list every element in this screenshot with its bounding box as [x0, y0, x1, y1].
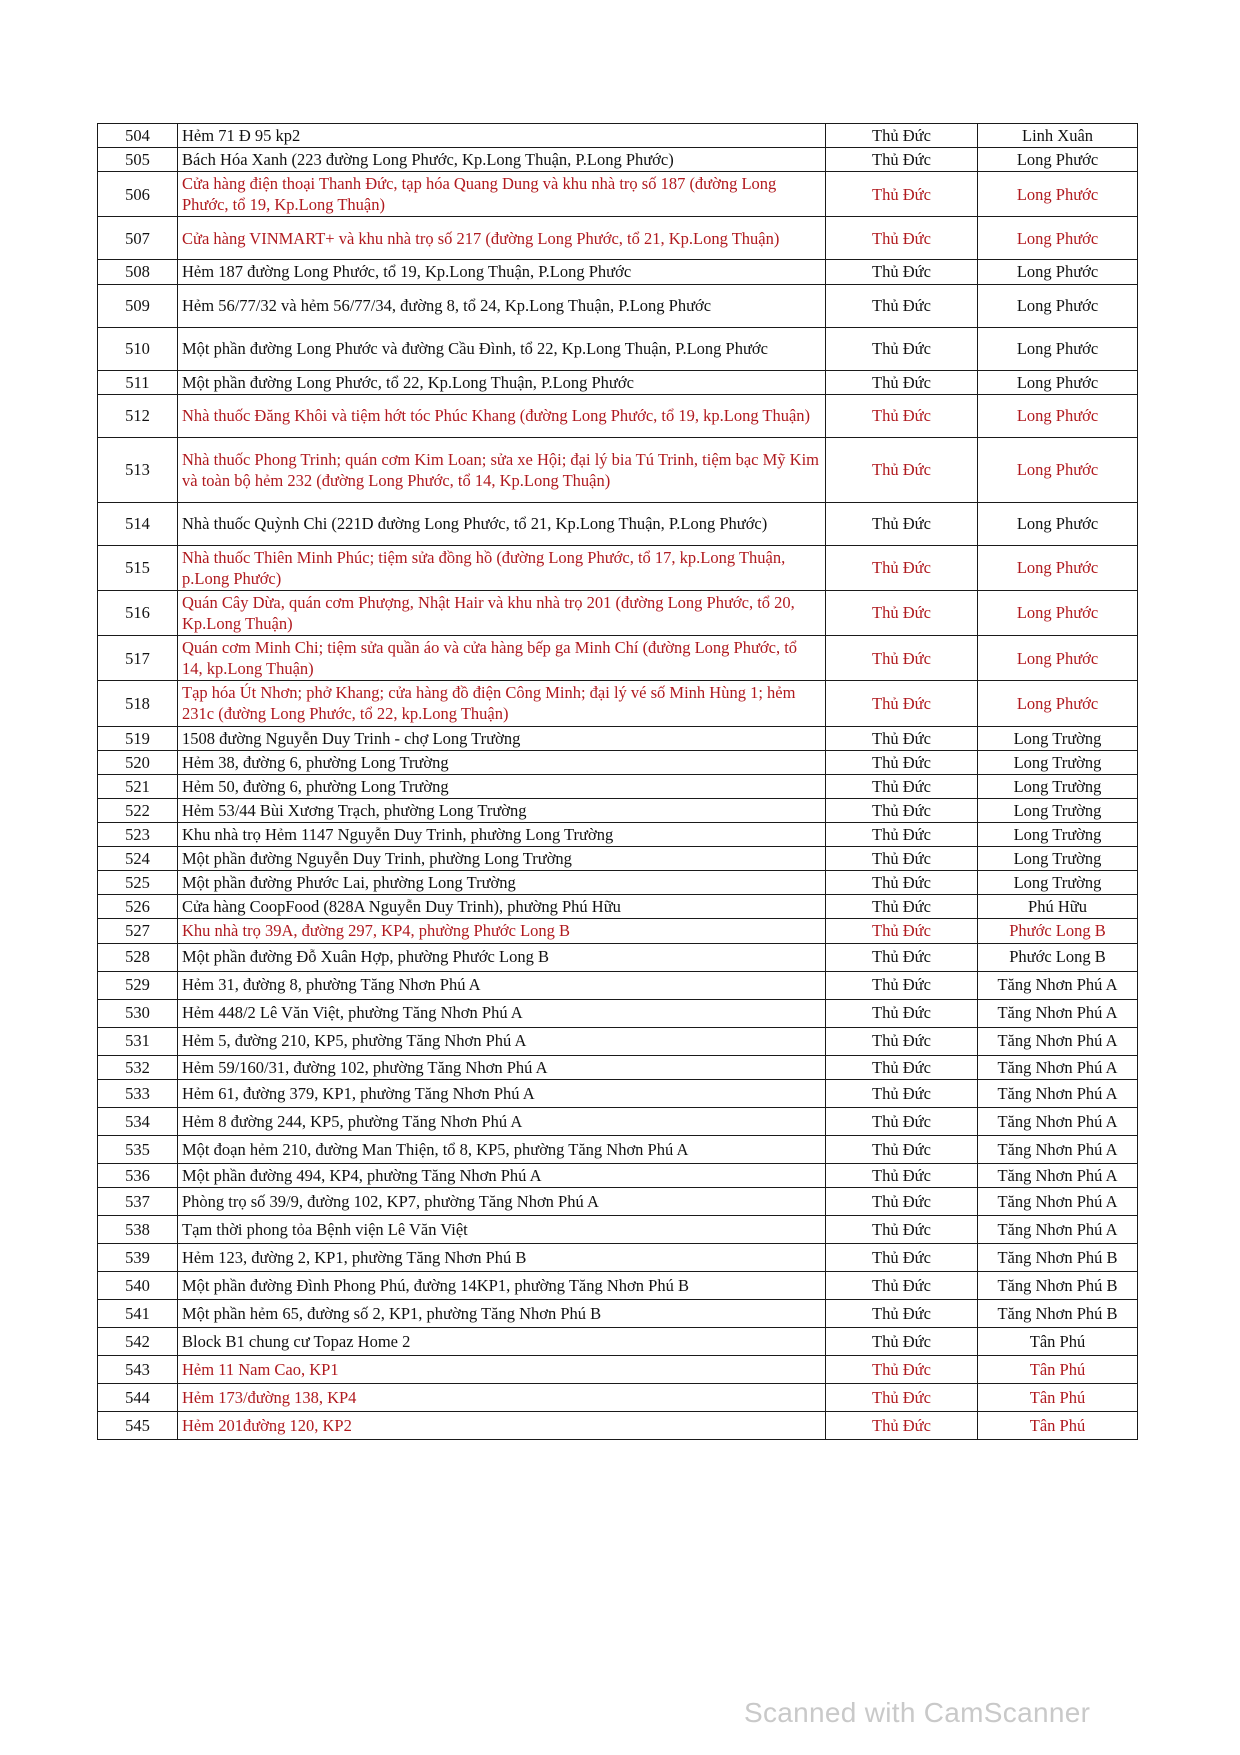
table-row [98, 502, 1138, 545]
row-number-cell: 508 [98, 260, 178, 284]
table-row [98, 1383, 1138, 1411]
table-row [98, 847, 1138, 871]
ward-cell: Long Phước [978, 148, 1138, 172]
table-row [98, 217, 1138, 260]
row-number-cell: 515 [98, 545, 178, 590]
location-cell: Nhà thuốc Phong Trinh; quán cơm Kim Loan; sửa xe Hội; đại lý bia Tú Trinh, tiệm bạc Mỹ Kim và toàn bộ hẻm 232 (đường Long Phước, tổ 14, Kp.Long Thuận) [178, 437, 826, 502]
table-row [98, 394, 1138, 437]
location-cell: Bách Hóa Xanh (223 đường Long Phước, Kp.Long Thuận, P.Long Phước) [178, 148, 826, 172]
district-cell: Thủ Đức [826, 1027, 978, 1055]
location-cell: Một phần đường Phước Lai, phường Long Trường [178, 871, 826, 895]
location-cell: Khu nhà trọ Hẻm 1147 Nguyễn Duy Trinh, phường Long Trường [178, 822, 826, 846]
ward-cell: Tăng Nhơn Phú A [978, 1163, 1138, 1187]
table-row [98, 774, 1138, 798]
row-number-cell: 511 [98, 370, 178, 394]
row-number-cell: 518 [98, 681, 178, 726]
table-row [98, 943, 1138, 971]
table-row [98, 1243, 1138, 1271]
row-number-cell: 512 [98, 394, 178, 437]
location-cell: Tạp hóa Út Nhơn; phở Khang; cửa hàng đồ điện Công Minh; đại lý vé số Minh Hùng 1; hẻm 231c (đường Long Phước, tổ 22, kp.Long Thuận) [178, 681, 826, 726]
row-number-cell: 541 [98, 1299, 178, 1327]
ward-cell: Tăng Nhơn Phú A [978, 1135, 1138, 1163]
ward-cell: Long Phước [978, 681, 1138, 726]
row-number-cell: 530 [98, 999, 178, 1027]
ward-cell: Tân Phú [978, 1355, 1138, 1383]
district-cell: Thủ Đức [826, 750, 978, 774]
location-cell: Tạm thời phong tỏa Bệnh viện Lê Văn Việt [178, 1215, 826, 1243]
location-cell: Hẻm 31, đường 8, phường Tăng Nhơn Phú A [178, 971, 826, 999]
district-cell: Thủ Đức [826, 847, 978, 871]
locations-table-body [98, 124, 1138, 1440]
table-row [98, 1355, 1138, 1383]
table-row [98, 636, 1138, 681]
ward-cell: Long Phước [978, 394, 1138, 437]
location-cell: Hẻm 38, đường 6, phường Long Trường [178, 750, 826, 774]
row-number-cell: 538 [98, 1215, 178, 1243]
ward-cell: Long Phước [978, 172, 1138, 217]
ward-cell: Tân Phú [978, 1383, 1138, 1411]
row-number-cell: 536 [98, 1163, 178, 1187]
row-number-cell: 542 [98, 1327, 178, 1355]
location-cell: Hẻm 173/đường 138, KP4 [178, 1383, 826, 1411]
district-cell: Thủ Đức [826, 124, 978, 148]
table-row [98, 798, 1138, 822]
row-number-cell: 526 [98, 895, 178, 919]
location-cell: Nhà thuốc Quỳnh Chi (221D đường Long Phước, tổ 21, Kp.Long Thuận, P.Long Phước) [178, 502, 826, 545]
location-cell: Block B1 chung cư Topaz Home 2 [178, 1327, 826, 1355]
table-row [98, 590, 1138, 635]
table-row [98, 971, 1138, 999]
row-number-cell: 522 [98, 798, 178, 822]
row-number-cell: 514 [98, 502, 178, 545]
table-row [98, 895, 1138, 919]
location-cell: Hẻm 11 Nam Cao, KP1 [178, 1355, 826, 1383]
ward-cell: Phước Long B [978, 943, 1138, 971]
row-number-cell: 509 [98, 284, 178, 327]
table-row [98, 750, 1138, 774]
ward-cell: Long Phước [978, 636, 1138, 681]
location-cell: Một phần đường 494, KP4, phường Tăng Nhơn Phú A [178, 1163, 826, 1187]
location-cell: Quán Cây Dừa, quán cơm Phượng, Nhật Hair và khu nhà trọ 201 (đường Long Phước, tổ 20, Kp.Long Thuận) [178, 590, 826, 635]
district-cell: Thủ Đức [826, 1163, 978, 1187]
location-cell: Nhà thuốc Đăng Khôi và tiệm hớt tóc Phúc Khang (đường Long Phước, tổ 19, kp.Long Thuận) [178, 394, 826, 437]
ward-cell: Tăng Nhơn Phú A [978, 1027, 1138, 1055]
table-row [98, 1055, 1138, 1079]
table-row [98, 681, 1138, 726]
district-cell: Thủ Đức [826, 798, 978, 822]
row-number-cell: 529 [98, 971, 178, 999]
ward-cell: Long Phước [978, 327, 1138, 370]
ward-cell: Long Phước [978, 590, 1138, 635]
ward-cell: Long Phước [978, 502, 1138, 545]
district-cell: Thủ Đức [826, 1107, 978, 1135]
location-cell: Một phần đường Long Phước, tổ 22, Kp.Long Thuận, P.Long Phước [178, 370, 826, 394]
ward-cell: Long Trường [978, 847, 1138, 871]
district-cell: Thủ Đức [826, 1271, 978, 1299]
row-number-cell: 505 [98, 148, 178, 172]
district-cell: Thủ Đức [826, 943, 978, 971]
district-cell: Thủ Đức [826, 172, 978, 217]
district-cell: Thủ Đức [826, 919, 978, 943]
row-number-cell: 528 [98, 943, 178, 971]
table-row [98, 1327, 1138, 1355]
ward-cell: Tăng Nhơn Phú A [978, 999, 1138, 1027]
location-cell: Hẻm 123, đường 2, KP1, phường Tăng Nhơn Phú B [178, 1243, 826, 1271]
table-row [98, 1135, 1138, 1163]
location-cell: Hẻm 71 Đ 95 kp2 [178, 124, 826, 148]
ward-cell: Linh Xuân [978, 124, 1138, 148]
district-cell: Thủ Đức [826, 1383, 978, 1411]
table-row [98, 327, 1138, 370]
district-cell: Thủ Đức [826, 370, 978, 394]
row-number-cell: 513 [98, 437, 178, 502]
district-cell: Thủ Đức [826, 895, 978, 919]
row-number-cell: 540 [98, 1271, 178, 1299]
row-number-cell: 527 [98, 919, 178, 943]
ward-cell: Phước Long B [978, 919, 1138, 943]
ward-cell: Tăng Nhơn Phú B [978, 1299, 1138, 1327]
district-cell: Thủ Đức [826, 1243, 978, 1271]
location-cell: Nhà thuốc Thiên Minh Phúc; tiệm sửa đồng hồ (đường Long Phước, tổ 17, kp.Long Thuận, p.Long Phước) [178, 545, 826, 590]
table-row [98, 726, 1138, 750]
ward-cell: Long Phước [978, 370, 1138, 394]
district-cell: Thủ Đức [826, 394, 978, 437]
district-cell: Thủ Đức [826, 774, 978, 798]
camscanner-watermark: Scanned with CamScanner [744, 1697, 1091, 1728]
row-number-cell: 517 [98, 636, 178, 681]
district-cell: Thủ Đức [826, 999, 978, 1027]
row-number-cell: 523 [98, 822, 178, 846]
location-cell: Cửa hàng CoopFood (828A Nguyễn Duy Trinh), phường Phú Hữu [178, 895, 826, 919]
table-row [98, 1187, 1138, 1215]
location-cell: 1508 đường Nguyễn Duy Trinh - chợ Long Trường [178, 726, 826, 750]
district-cell: Thủ Đức [826, 871, 978, 895]
row-number-cell: 544 [98, 1383, 178, 1411]
table-row [98, 822, 1138, 846]
district-cell: Thủ Đức [826, 437, 978, 502]
district-cell: Thủ Đức [826, 971, 978, 999]
location-cell: Hẻm 448/2 Lê Văn Việt, phường Tăng Nhơn Phú A [178, 999, 826, 1027]
table-row [98, 1027, 1138, 1055]
row-number-cell: 534 [98, 1107, 178, 1135]
row-number-cell: 520 [98, 750, 178, 774]
location-cell: Một phần đường Đỗ Xuân Hợp, phường Phước Long B [178, 943, 826, 971]
district-cell: Thủ Đức [826, 1079, 978, 1107]
ward-cell: Tăng Nhơn Phú A [978, 1107, 1138, 1135]
location-cell: Hẻm 53/44 Bùi Xương Trạch, phường Long Trường [178, 798, 826, 822]
location-cell: Hẻm 8 đường 244, KP5, phường Tăng Nhơn Phú A [178, 1107, 826, 1135]
location-cell: Một phần đường Nguyễn Duy Trinh, phường Long Trường [178, 847, 826, 871]
location-cell: Hẻm 50, đường 6, phường Long Trường [178, 774, 826, 798]
table-row [98, 260, 1138, 284]
ward-cell: Tăng Nhơn Phú A [978, 1055, 1138, 1079]
row-number-cell: 535 [98, 1135, 178, 1163]
ward-cell: Tân Phú [978, 1411, 1138, 1439]
district-cell: Thủ Đức [826, 822, 978, 846]
ward-cell: Long Phước [978, 260, 1138, 284]
location-cell: Hẻm 59/160/31, đường 102, phường Tăng Nhơn Phú A [178, 1055, 826, 1079]
ward-cell: Long Trường [978, 774, 1138, 798]
district-cell: Thủ Đức [826, 1355, 978, 1383]
district-cell: Thủ Đức [826, 260, 978, 284]
locations-table [97, 123, 1138, 1440]
district-cell: Thủ Đức [826, 1055, 978, 1079]
ward-cell: Long Trường [978, 798, 1138, 822]
ward-cell: Long Phước [978, 217, 1138, 260]
district-cell: Thủ Đức [826, 545, 978, 590]
table-row [98, 148, 1138, 172]
row-number-cell: 519 [98, 726, 178, 750]
ward-cell: Tăng Nhơn Phú B [978, 1243, 1138, 1271]
row-number-cell: 510 [98, 327, 178, 370]
row-number-cell: 537 [98, 1187, 178, 1215]
district-cell: Thủ Đức [826, 327, 978, 370]
table-row [98, 124, 1138, 148]
location-cell: Cửa hàng VINMART+ và khu nhà trọ số 217 (đường Long Phước, tổ 21, Kp.Long Thuận) [178, 217, 826, 260]
location-cell: Hẻm 201đường 120, KP2 [178, 1411, 826, 1439]
district-cell: Thủ Đức [826, 1299, 978, 1327]
district-cell: Thủ Đức [826, 1215, 978, 1243]
ward-cell: Tân Phú [978, 1327, 1138, 1355]
ward-cell: Long Trường [978, 726, 1138, 750]
district-cell: Thủ Đức [826, 726, 978, 750]
location-cell: Một phần đường Đình Phong Phú, đường 14KP1, phường Tăng Nhơn Phú B [178, 1271, 826, 1299]
ward-cell: Long Phước [978, 284, 1138, 327]
ward-cell: Tăng Nhơn Phú B [978, 1271, 1138, 1299]
ward-cell: Long Trường [978, 750, 1138, 774]
location-cell: Cửa hàng điện thoại Thanh Đức, tạp hóa Quang Dung và khu nhà trọ số 187 (đường Long Phước, tổ 19, Kp.Long Thuận) [178, 172, 826, 217]
row-number-cell: 506 [98, 172, 178, 217]
table-row [98, 545, 1138, 590]
ward-cell: Tăng Nhơn Phú A [978, 1187, 1138, 1215]
location-cell: Phòng trọ số 39/9, đường 102, KP7, phường Tăng Nhơn Phú A [178, 1187, 826, 1215]
location-cell: Một phần hẻm 65, đường số 2, KP1, phường Tăng Nhơn Phú B [178, 1299, 826, 1327]
ward-cell: Long Phước [978, 437, 1138, 502]
row-number-cell: 521 [98, 774, 178, 798]
row-number-cell: 504 [98, 124, 178, 148]
table-row [98, 370, 1138, 394]
district-cell: Thủ Đức [826, 1187, 978, 1215]
location-cell: Hẻm 61, đường 379, KP1, phường Tăng Nhơn Phú A [178, 1079, 826, 1107]
district-cell: Thủ Đức [826, 681, 978, 726]
ward-cell: Tăng Nhơn Phú A [978, 1215, 1138, 1243]
district-cell: Thủ Đức [826, 1327, 978, 1355]
row-number-cell: 524 [98, 847, 178, 871]
table-row [98, 1299, 1138, 1327]
ward-cell: Long Trường [978, 822, 1138, 846]
location-cell: Hẻm 5, đường 210, KP5, phường Tăng Nhơn Phú A [178, 1027, 826, 1055]
district-cell: Thủ Đức [826, 1135, 978, 1163]
table-row [98, 437, 1138, 502]
district-cell: Thủ Đức [826, 636, 978, 681]
table-row [98, 999, 1138, 1027]
table-row [98, 172, 1138, 217]
district-cell: Thủ Đức [826, 1411, 978, 1439]
location-cell: Một phần đường Long Phước và đường Cầu Đình, tổ 22, Kp.Long Thuận, P.Long Phước [178, 327, 826, 370]
ward-cell: Long Trường [978, 871, 1138, 895]
table-row [98, 1271, 1138, 1299]
district-cell: Thủ Đức [826, 284, 978, 327]
district-cell: Thủ Đức [826, 502, 978, 545]
row-number-cell: 533 [98, 1079, 178, 1107]
location-cell: Hẻm 187 đường Long Phước, tổ 19, Kp.Long Thuận, P.Long Phước [178, 260, 826, 284]
district-cell: Thủ Đức [826, 148, 978, 172]
district-cell: Thủ Đức [826, 590, 978, 635]
table-row [98, 1107, 1138, 1135]
ward-cell: Long Phước [978, 545, 1138, 590]
table-row [98, 1411, 1138, 1439]
table-row [98, 1079, 1138, 1107]
table-row [98, 1215, 1138, 1243]
row-number-cell: 539 [98, 1243, 178, 1271]
location-cell: Một đoạn hẻm 210, đường Man Thiện, tổ 8, KP5, phường Tăng Nhơn Phú A [178, 1135, 826, 1163]
ward-cell: Tăng Nhơn Phú A [978, 971, 1138, 999]
row-number-cell: 516 [98, 590, 178, 635]
row-number-cell: 531 [98, 1027, 178, 1055]
ward-cell: Tăng Nhơn Phú A [978, 1079, 1138, 1107]
location-cell: Quán cơm Minh Chi; tiệm sửa quần áo và cửa hàng bếp ga Minh Chí (đường Long Phước, tổ 14, kp.Long Thuận) [178, 636, 826, 681]
row-number-cell: 543 [98, 1355, 178, 1383]
district-cell: Thủ Đức [826, 217, 978, 260]
row-number-cell: 507 [98, 217, 178, 260]
table-row [98, 1163, 1138, 1187]
row-number-cell: 525 [98, 871, 178, 895]
table-row [98, 284, 1138, 327]
table-row [98, 919, 1138, 943]
row-number-cell: 545 [98, 1411, 178, 1439]
location-cell: Khu nhà trọ 39A, đường 297, KP4, phường Phước Long B [178, 919, 826, 943]
row-number-cell: 532 [98, 1055, 178, 1079]
location-cell: Hẻm 56/77/32 và hẻm 56/77/34, đường 8, tổ 24, Kp.Long Thuận, P.Long Phước [178, 284, 826, 327]
table-row [98, 871, 1138, 895]
ward-cell: Phú Hữu [978, 895, 1138, 919]
